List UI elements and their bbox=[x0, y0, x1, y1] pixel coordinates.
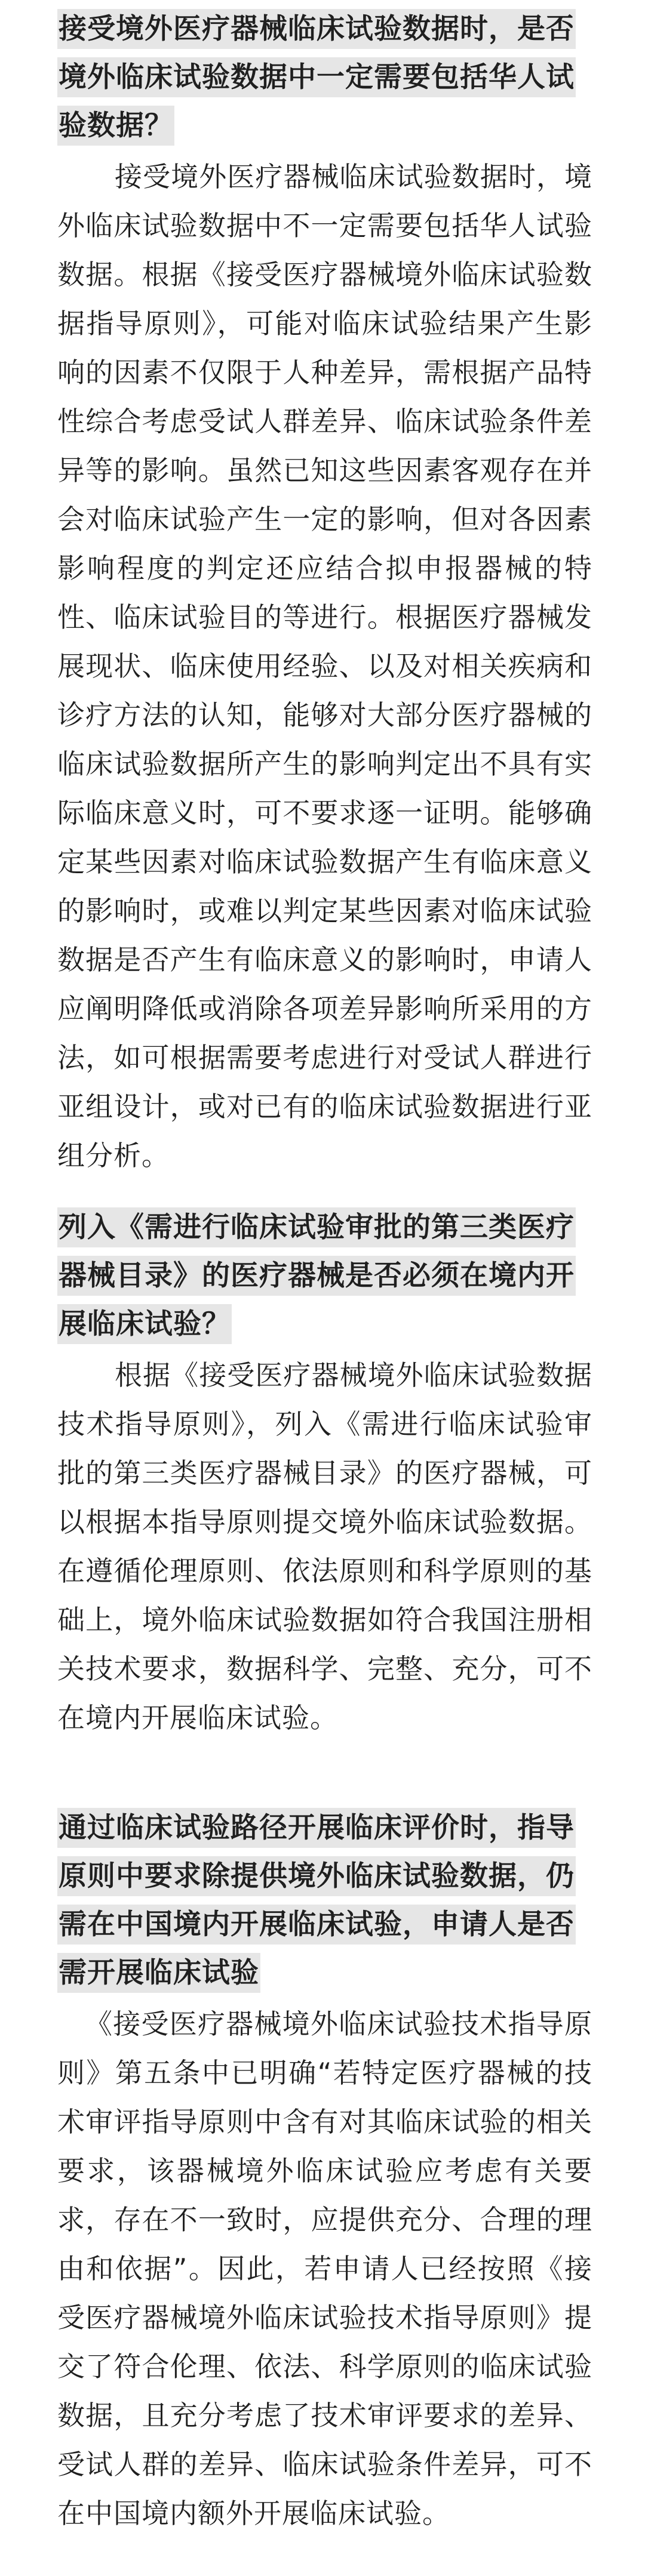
answer-paragraph: 根据《接受医疗器械境外临床试验数据技术指导原则》，列入《需进行临床试验审批的第三类医疗器械目录》的医疗器械，可以根据本指导原则提交境外临床试验数据。在遵循伦理原则、依法原则和科学原则的基础上，境外临床试验数据如符合我国注册相关技术要求，数据科学、完整、充分，可不在境内开展临床试验。 bbox=[57, 1359, 592, 1734]
question-text: 接受境外医疗器械临床试验数据时，是否境外临床试验数据中一定需要包括华人试验数据？ bbox=[57, 9, 576, 146]
qa-section-1 bbox=[57, 5, 592, 1180]
question-text: 通过临床试验路径开展临床评价时，指导原则中要求除提供境外临床试验数据，仍需在中国境内开展临床试验，申请人是否需开展临床试验 bbox=[57, 1808, 576, 1993]
qa-section-3 bbox=[57, 1804, 592, 2538]
question-heading bbox=[57, 1203, 592, 1348]
answer-paragraph: 《接受医疗器械境外临床试验技术指导原则》第五条中已明确“若特定医疗器械的技术审评指导原则中含有对其临床试验的相关要求，该器械境外临床试验应考虑有关要求，存在不一致时，应提供充分、合理的理由和依据”。因此，若申请人已经按照《接受医疗器械境外临床试验技术指导原则》提交了符合伦理、依法、科学原则的临床试验数据，且充分考虑了技术审评要求的差异、受试人群的差异、临床试验条件差异，可不在中国境内额外开展临床试验。 bbox=[57, 2008, 592, 2529]
qa-section-2 bbox=[57, 1203, 592, 1742]
answer-paragraph: 接受境外医疗器械临床试验数据时，境外临床试验数据中不一定需要包括华人试验数据。根据《接受医疗器械境外临床试验数据指导原则》，可能对临床试验结果产生影响的因素不仅限于人种差异，需根据产品特性综合考虑受试人群差异、临床试验条件差异等的影响。虽然已知这些因素客观存在并会对临床试验产生一定的影响，但对各因素影响程度的判定还应结合拟申报器械的特性、临床试验目的等进行。根据医疗器械发展现状、临床使用经验、以及对相关疾病和诊疗方法的认知，能够对大部分医疗器械的临床试验数据所产生的影响判定出不具有实际临床意义时，可不要求逐一证明。能够确定某些因素对临床试验数据产生有临床意义的影响时，或难以判定某些因素对临床试验数据是否产生有临床意义的影响时，申请人应阐明降低或消除各项差异影响所采用的方法，如可根据需要考虑进行对受试人群进行亚组设计，或对已有的临床试验数据进行亚组分析。 bbox=[57, 161, 592, 1172]
question-heading bbox=[57, 1804, 592, 1997]
question-heading bbox=[57, 5, 592, 150]
question-text: 列入《需进行临床试验审批的第三类医疗器械目录》的医疗器械是否必须在境内开展临床试验？ bbox=[57, 1207, 576, 1344]
